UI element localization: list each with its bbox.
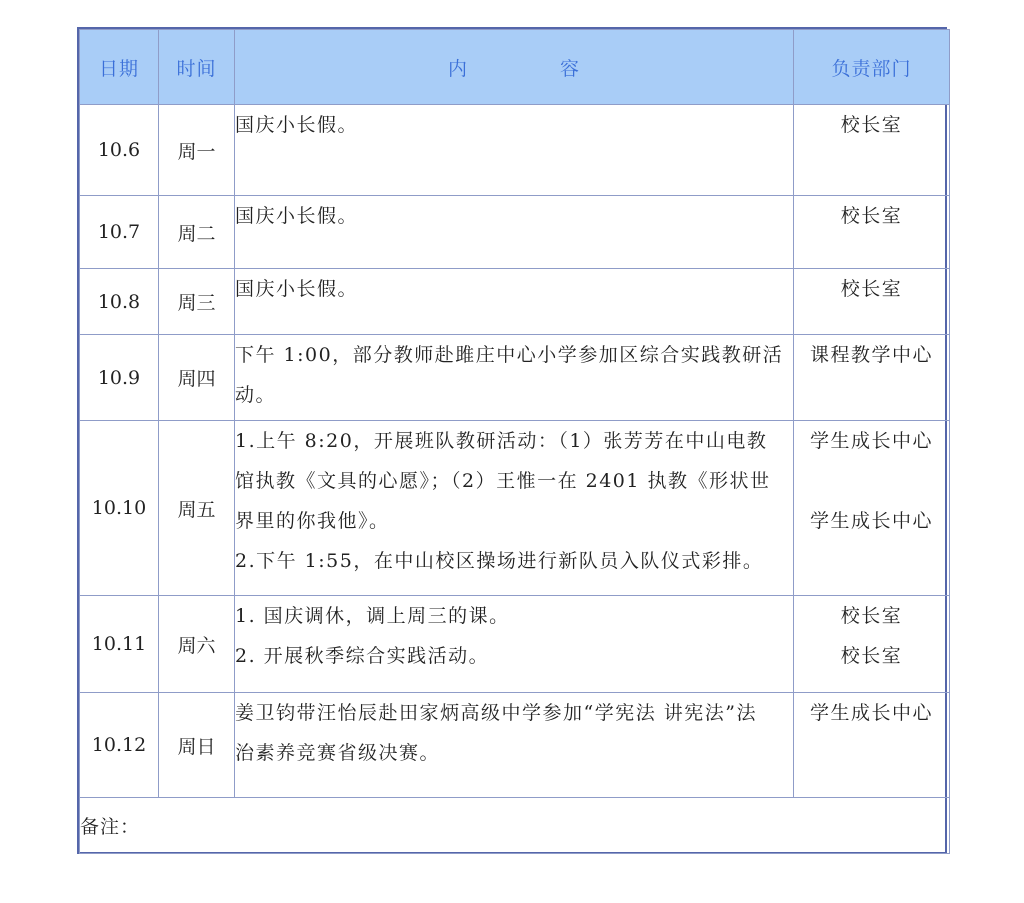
- row-date: 10.6: [80, 105, 159, 196]
- header-time: 时间: [159, 30, 235, 105]
- content-line: 1. 国庆调休，调上周三的课。: [235, 605, 510, 627]
- row-dept: [794, 335, 950, 421]
- row-dept: [794, 596, 950, 693]
- row-content: [235, 269, 794, 335]
- row-date: 10.10: [80, 421, 159, 596]
- row-content: [235, 335, 794, 421]
- dept-line: 校长室: [840, 205, 903, 227]
- dept-line: 学生成长中心: [809, 510, 933, 532]
- row-content: [235, 196, 794, 269]
- row-date: 10.9: [80, 335, 159, 421]
- dept-line: 校长室: [840, 114, 903, 136]
- row-content: [235, 421, 794, 596]
- row-day: 周一: [159, 105, 235, 196]
- header-content-part1: 内: [447, 57, 468, 80]
- content-line: 国庆小长假。: [235, 278, 359, 300]
- row-date: 10.7: [80, 196, 159, 269]
- dept-line: 校长室: [840, 605, 903, 627]
- row-dept: [794, 693, 950, 798]
- row-content: [235, 105, 794, 196]
- content-line: 1.上午 8:20，开展班队教研活动：（1）张芳芳在中山电教: [235, 430, 768, 452]
- table-row: [80, 196, 950, 269]
- content-line: 国庆小长假。: [235, 205, 359, 227]
- row-day: 周六: [159, 596, 235, 693]
- table-row: [80, 421, 950, 596]
- content-line: 治素养竞赛省级决赛。: [235, 742, 441, 764]
- header-content: [235, 30, 794, 105]
- row-content: [235, 596, 794, 693]
- row-content: [235, 693, 794, 798]
- dept-line: 课程教学中心: [809, 344, 933, 366]
- dept-spacer: [794, 461, 949, 501]
- row-dept: [794, 269, 950, 335]
- table-row: [80, 596, 950, 693]
- dept-line: 校长室: [840, 645, 903, 667]
- table-row: [80, 335, 950, 421]
- content-line: 国庆小长假。: [235, 114, 359, 136]
- content-line: 动。: [235, 384, 277, 406]
- dept-line: 学生成长中心: [809, 430, 933, 452]
- content-line: 界里的你我他》。: [235, 510, 390, 532]
- dept-line: 校长室: [840, 278, 903, 300]
- content-line: 2. 开展秋季综合实践活动。: [235, 645, 490, 667]
- header-content-part2: 容: [560, 57, 581, 80]
- schedule-sheet: [77, 27, 947, 854]
- row-day: 周日: [159, 693, 235, 798]
- content-line: 姜卫钧带汪怡辰赴田家炳高级中学参加“学宪法 讲宪法”法: [235, 702, 757, 724]
- row-dept: [794, 196, 950, 269]
- dept-line: 学生成长中心: [809, 702, 933, 724]
- note-label: 备注：: [80, 798, 950, 854]
- note-row: [80, 798, 950, 854]
- table-row: [80, 105, 950, 196]
- row-date: 10.8: [80, 269, 159, 335]
- header-row: [80, 30, 950, 105]
- table-row: [80, 269, 950, 335]
- row-date: 10.11: [80, 596, 159, 693]
- row-day: 周二: [159, 196, 235, 269]
- row-day: 周三: [159, 269, 235, 335]
- content-line: 馆执教《文具的心愿》；（2）王惟一在 2401 执教《形状世: [235, 470, 771, 492]
- schedule-table: [79, 29, 950, 854]
- content-line: 2.下午 1:55，在中山校区操场进行新队员入队仪式彩排。: [235, 550, 764, 572]
- row-dept: [794, 105, 950, 196]
- content-line: 下午 1:00，部分教师赴雎庄中心小学参加区综合实践教研活: [235, 344, 784, 366]
- row-day: 周四: [159, 335, 235, 421]
- header-dept: 负责部门: [794, 30, 950, 105]
- header-date: 日期: [80, 30, 159, 105]
- row-date: 10.12: [80, 693, 159, 798]
- row-day: 周五: [159, 421, 235, 596]
- row-dept: [794, 421, 950, 596]
- table-row: [80, 693, 950, 798]
